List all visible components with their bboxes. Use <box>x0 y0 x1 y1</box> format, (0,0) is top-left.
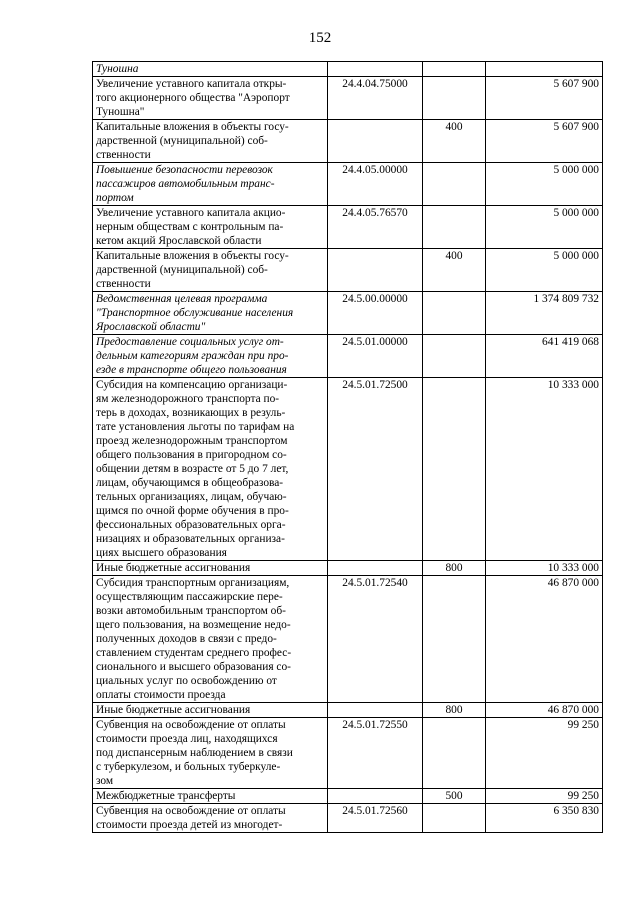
row-name-line: нерным обществам с контрольным па- <box>96 221 284 233</box>
target-article-code <box>328 561 423 576</box>
row-name <box>93 804 328 833</box>
row-name-line: ственности <box>96 278 151 290</box>
row-name <box>93 206 328 249</box>
page-number: 152 <box>308 30 332 46</box>
row-name-line: Субвенция на освобождение от оплаты <box>96 805 286 817</box>
row-name-line: Увеличение уставного капитала акцио- <box>96 207 286 219</box>
target-article-code: 24.5.01.72540 <box>328 576 423 703</box>
table-row <box>93 804 603 833</box>
table-row <box>93 576 603 703</box>
amount: 10 333 000 <box>486 561 603 576</box>
amount: 1 374 809 732 <box>486 292 603 335</box>
row-name-line: Туношна" <box>96 106 145 118</box>
row-name-line: Увеличение уставного капитала откры- <box>96 78 287 90</box>
table-row <box>93 718 603 789</box>
expense-type-code <box>423 378 486 561</box>
target-article-code <box>328 703 423 718</box>
table-row <box>93 206 603 249</box>
row-name-line: Иные бюджетные ассигнования <box>96 562 251 574</box>
row-name-line: тате установления льготы по тарифам на <box>96 421 295 433</box>
table-row <box>93 561 603 576</box>
target-article-code: 24.4.05.76570 <box>328 206 423 249</box>
row-name-line: ставлением студентам среднего профес- <box>96 647 292 659</box>
row-name-line: стоимости проезда лиц, находящихся <box>96 733 278 745</box>
row-name <box>93 77 328 120</box>
amount: 99 250 <box>486 789 603 804</box>
row-name-line: Ярославской области" <box>96 321 206 333</box>
row-name-line: дарственной (муниципальной) соб- <box>96 135 268 147</box>
row-name-line: фессиональных образовательных орга- <box>96 519 286 531</box>
target-article-code: 24.5.01.72500 <box>328 378 423 561</box>
target-article-code: 24.5.01.72550 <box>328 718 423 789</box>
row-name-line: зом <box>96 775 114 787</box>
expense-type-code <box>423 206 486 249</box>
table-row <box>93 77 603 120</box>
expense-type-code <box>423 804 486 833</box>
row-name-line: циях высшего образования <box>96 547 227 559</box>
expense-type-code <box>423 62 486 77</box>
table-row <box>93 292 603 335</box>
target-article-code <box>328 120 423 163</box>
row-name-line: оплаты стоимости проезда <box>96 689 226 701</box>
row-name-line: Предоставление социальных услуг от- <box>96 336 284 348</box>
row-name-line: дельным категориям граждан при про- <box>96 350 289 362</box>
table-row <box>93 120 603 163</box>
expense-type-code <box>423 576 486 703</box>
table-row <box>93 163 603 206</box>
row-name-line: лицам, обучающимся в общеобразова- <box>96 477 284 489</box>
amount: 46 870 000 <box>486 703 603 718</box>
row-name <box>93 120 328 163</box>
row-name-line: Субвенция на освобождение от оплаты <box>96 719 286 731</box>
row-name <box>93 249 328 292</box>
target-article-code <box>328 62 423 77</box>
row-name-line: проезд железнодорожным транспортом <box>96 435 288 447</box>
row-name-line: Иные бюджетные ассигнования <box>96 704 251 716</box>
target-article-code <box>328 249 423 292</box>
row-name-line: того акционерного общества "Аэропорт <box>96 92 290 104</box>
row-name-line: "Транспортное обслуживание населения <box>96 307 294 319</box>
row-name <box>93 718 328 789</box>
row-name-line: езде в транспорте общего пользования <box>96 364 287 376</box>
row-name-line: Капитальные вложения в объекты госу- <box>96 121 289 133</box>
row-name-line: под диспансерным наблюдением в связи <box>96 747 293 759</box>
amount: 5 000 000 <box>486 163 603 206</box>
row-name-line: дарственной (муниципальной) соб- <box>96 264 268 276</box>
expense-type-code <box>423 163 486 206</box>
row-name-line: осуществляющим пассажирские пере- <box>96 591 283 603</box>
table-row <box>93 335 603 378</box>
table-row <box>93 378 603 561</box>
row-name <box>93 561 328 576</box>
row-name <box>93 789 328 804</box>
row-name-line: возки автомобильным транспортом об- <box>96 605 286 617</box>
row-name-line: циальных услуг по освобождению от <box>96 675 277 687</box>
target-article-code: 24.4.04.75000 <box>328 77 423 120</box>
row-name <box>93 703 328 718</box>
row-name-line: портом <box>96 192 134 204</box>
table-row <box>93 789 603 804</box>
row-name-line: с туберкулезом, и больных туберкуле- <box>96 761 281 773</box>
budget-table-body <box>93 62 603 833</box>
row-name-line: ственности <box>96 149 151 161</box>
amount: 46 870 000 <box>486 576 603 703</box>
table-row <box>93 249 603 292</box>
table-row <box>93 62 603 77</box>
expense-type-code <box>423 718 486 789</box>
row-name-line: щимся по очной форме обучения в про- <box>96 505 289 517</box>
expense-type-code: 400 <box>423 120 486 163</box>
amount: 6 350 830 <box>486 804 603 833</box>
row-name-line: сионального и высшего образования со- <box>96 661 291 673</box>
expense-type-code: 800 <box>423 561 486 576</box>
row-name-line: Ведомственная целевая программа <box>96 293 268 305</box>
row-name <box>93 378 328 561</box>
row-name-line: общего пользования в пригородном со- <box>96 449 287 461</box>
amount <box>486 62 603 77</box>
row-name-line: щего пользования, на возмещение недо- <box>96 619 291 631</box>
row-name-line: терь в доходах, возникающих в резуль- <box>96 407 286 419</box>
row-name-line: пассажиров автомобильным транс- <box>96 178 275 190</box>
budget-table <box>92 61 603 833</box>
row-name-line: общении детям в возрасте от 5 до 7 лет, <box>96 463 289 475</box>
amount: 5 000 000 <box>486 206 603 249</box>
expense-type-code <box>423 292 486 335</box>
target-article-code: 24.4.05.00000 <box>328 163 423 206</box>
row-name <box>93 335 328 378</box>
amount: 5 607 900 <box>486 120 603 163</box>
target-article-code: 24.5.00.00000 <box>328 292 423 335</box>
row-name-line: кетом акций Ярославской области <box>96 235 262 247</box>
expense-type-code: 800 <box>423 703 486 718</box>
table-row <box>93 703 603 718</box>
row-name <box>93 62 328 77</box>
row-name-line: Субсидия транспортным организациям, <box>96 577 290 589</box>
expense-type-code <box>423 335 486 378</box>
row-name-line: полученных доходов в связи с предо- <box>96 633 277 645</box>
expense-type-code <box>423 77 486 120</box>
row-name-line: Туношна <box>96 63 139 75</box>
row-name-line: Повышение безопасности перевозок <box>96 164 273 176</box>
row-name-line: Межбюджетные трансферты <box>96 790 236 802</box>
amount: 641 419 068 <box>486 335 603 378</box>
row-name-line: Субсидия на компенсацию организаци- <box>96 379 288 391</box>
amount: 99 250 <box>486 718 603 789</box>
row-name-line: стоимости проезда детей из многодет- <box>96 819 283 831</box>
row-name-line: тельных организациях, лицам, обучаю- <box>96 491 287 503</box>
amount: 5 000 000 <box>486 249 603 292</box>
target-article-code: 24.5.01.72560 <box>328 804 423 833</box>
target-article-code <box>328 789 423 804</box>
amount: 5 607 900 <box>486 77 603 120</box>
row-name-line: Капитальные вложения в объекты госу- <box>96 250 289 262</box>
target-article-code: 24.5.01.00000 <box>328 335 423 378</box>
row-name-line: низациях и образовательных организа- <box>96 533 285 545</box>
expense-type-code: 500 <box>423 789 486 804</box>
row-name <box>93 292 328 335</box>
row-name <box>93 576 328 703</box>
row-name <box>93 163 328 206</box>
amount: 10 333 000 <box>486 378 603 561</box>
row-name-line: ям железнодорожного транспорта по- <box>96 393 280 405</box>
expense-type-code: 400 <box>423 249 486 292</box>
